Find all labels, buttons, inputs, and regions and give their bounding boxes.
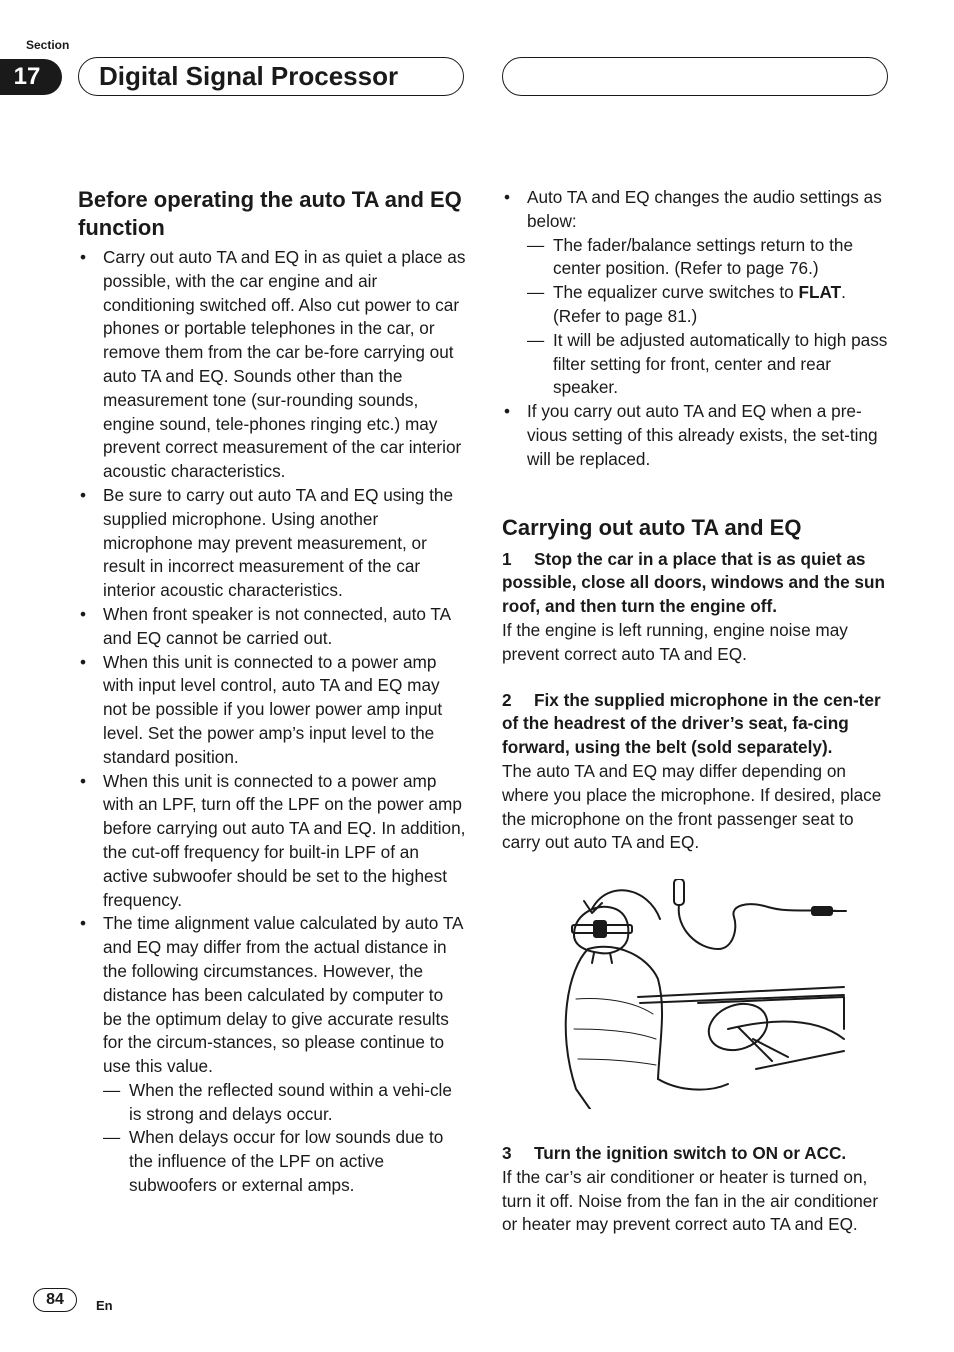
page-title bbox=[78, 57, 464, 96]
list-item: • When front speaker is not connected, auto TA and EQ cannot be carried out. bbox=[78, 603, 466, 651]
dash-item: — When the reflected sound within a vehi-cle is strong and delays occur. bbox=[103, 1079, 466, 1127]
step-number: 3 bbox=[502, 1142, 512, 1163]
precautions-list bbox=[78, 246, 466, 1198]
list-item: • When this unit is connected to a power amp with input level control, auto TA and EQ may not be possible if you lower power amp input level. Set the power amp’s input level to the standard position. bbox=[78, 651, 466, 770]
list-item: • Be sure to carry out auto TA and EQ using the supplied microphone. Using another microphone may prevent measurement, or result in incorrect measurement of the car interior acoustic characteristics. bbox=[78, 484, 466, 603]
page-title-text: Digital Signal Processor bbox=[99, 61, 399, 91]
dash-text: . (Refer to page 81.) bbox=[553, 282, 846, 326]
section-heading-carrying-out: Carrying out auto TA and EQ bbox=[502, 514, 802, 540]
step-body: The auto TA and EQ may differ depending on where you place the microphone. If desired, place the microphone on the front passenger seat to carry out auto TA and EQ. bbox=[502, 760, 882, 853]
language-code: En bbox=[96, 1298, 113, 1313]
step-heading bbox=[502, 548, 892, 619]
dash-item: — When delays occur for low sounds due to the influence of the LPF on active subwoofers or external amps. bbox=[103, 1126, 466, 1197]
page-number: 84 bbox=[33, 1288, 77, 1312]
settings-changes-list bbox=[527, 234, 892, 401]
step-1 bbox=[502, 548, 892, 667]
list-item-text: The time alignment value calculated by auto TA and EQ may differ from the actual distance in the following circumstances. However, the distance has been calculated by computer to be the optimum delay to give accurate results for the circum-stances, so please continue to use this value. bbox=[103, 913, 463, 1077]
microphone-placement-illustration bbox=[548, 879, 848, 1109]
dash-text: The equalizer curve switches to bbox=[553, 282, 799, 303]
step-instruction: Stop the car in a place that is as quiet as possible, close all doors, windows and the sun roof, and then turn the engine off. bbox=[502, 548, 885, 617]
step-instruction: Fix the supplied microphone in the cen-ter of the headrest of the driver’s seat, fa-cing forward, using the belt (sold separately). bbox=[502, 689, 881, 758]
step-heading bbox=[502, 1142, 892, 1166]
section-label: Section bbox=[26, 38, 70, 52]
step-body: If the car’s air conditioner or heater is turned on, turn it off. Noise from the fan in the air conditioner or heater may prevent correct auto TA and EQ. bbox=[502, 1166, 879, 1235]
step-body: If the engine is left running, engine noise may prevent correct auto TA and EQ. bbox=[502, 619, 848, 664]
dash-item bbox=[527, 281, 892, 329]
flat-keyword: FLAT bbox=[798, 282, 842, 303]
step-number: 1 bbox=[502, 548, 512, 569]
section-heading-before-operating: Before operating the auto TA and EQ function bbox=[78, 187, 462, 240]
step-heading bbox=[502, 689, 892, 760]
step-number: 2 bbox=[502, 689, 512, 710]
list-item: • Carry out auto TA and EQ in as quiet a place as possible, with the car engine and air conditioning switched off. Also cut power to car phones or portable telephones in the car, or remove them from the car be-fore carrying out auto TA and EQ. Sounds other than the measurement tone (sur-rounding sounds, engine sound, tele-phones ringing etc.) may prevent correct measurement of the car interior acoustic characteristics. bbox=[78, 246, 466, 484]
step-instruction: Turn the ignition switch to ON or ACC. bbox=[534, 1142, 847, 1163]
step-2 bbox=[502, 689, 892, 856]
list-item bbox=[78, 912, 466, 1198]
section-number-badge: 17 bbox=[0, 59, 62, 95]
list-item bbox=[502, 186, 892, 400]
list-item: • When this unit is connected to a power amp with an LPF, turn off the LPF on the power amp before carrying out auto TA and EQ. In addition, the cut-off frequency for built-in LPF of an active subwoofer should be set to the highest frequency. bbox=[78, 770, 466, 913]
settings-notes-list bbox=[502, 186, 892, 472]
right-column bbox=[502, 186, 892, 1237]
header-right-frame bbox=[502, 57, 888, 96]
list-item-text: Auto TA and EQ changes the audio settings as below: bbox=[527, 187, 882, 231]
step-3 bbox=[502, 1142, 892, 1237]
dash-item: — It will be adjusted automatically to high pass filter setting for front, center and rear speaker. bbox=[527, 329, 892, 400]
list-item: • If you carry out auto TA and EQ when a pre-vious setting of this already exists, the set-ting will be replaced. bbox=[502, 400, 892, 471]
dash-item: — The fader/balance settings return to the center position. (Refer to page 76.) bbox=[527, 234, 892, 282]
left-column bbox=[78, 186, 466, 1198]
circumstances-list bbox=[103, 1079, 466, 1198]
